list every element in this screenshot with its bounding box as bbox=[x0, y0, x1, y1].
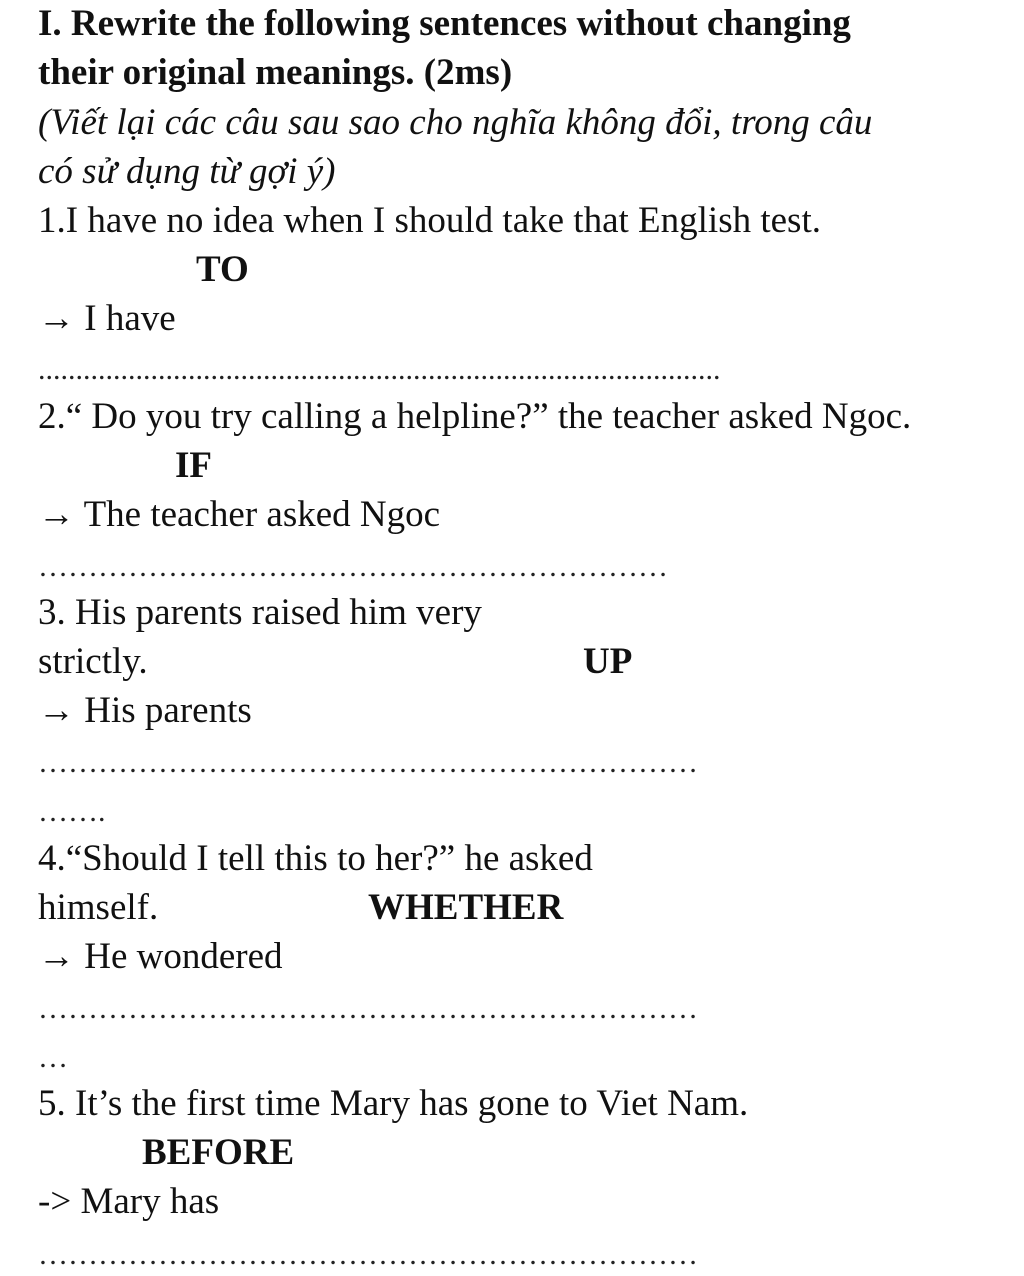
question-3-keyword: UP bbox=[583, 641, 633, 682]
question-4-answer-prompt: → He wondered bbox=[38, 936, 283, 977]
question-4-answer-line-cont[interactable]: … bbox=[38, 1043, 68, 1073]
question-1-keyword: TO bbox=[196, 249, 249, 290]
question-4-sentence-line1: 4.“Should I tell this to her?” he asked bbox=[38, 838, 593, 879]
question-5-sentence: 5. It’s the first time Mary has gone to Viet Nam. bbox=[38, 1083, 749, 1124]
question-5-keyword: BEFORE bbox=[142, 1132, 295, 1173]
question-4-keyword: WHETHER bbox=[368, 887, 564, 928]
question-2-sentence: 2.“ Do you try calling a helpline?” the teacher asked Ngoc. bbox=[38, 396, 912, 437]
question-4-sentence-line2: himself. bbox=[38, 887, 159, 928]
instruction-line2: có sử dụng từ gợi ý) bbox=[38, 151, 336, 192]
question-4-answer-line[interactable]: ………………………………………………………… bbox=[38, 994, 698, 1024]
question-2-answer-prompt: → The teacher asked Ngoc bbox=[38, 494, 441, 535]
question-2-answer-line[interactable]: ……………………………………………………… bbox=[38, 552, 668, 582]
question-1-answer-prompt: → I have bbox=[38, 298, 176, 339]
question-2-keyword: IF bbox=[175, 445, 212, 486]
question-3-answer-prompt: → His parents bbox=[38, 690, 252, 731]
question-3-answer-line-cont[interactable]: ……. bbox=[38, 797, 106, 827]
question-3-sentence-line1: 3. His parents raised him very bbox=[38, 592, 482, 633]
section-title-line1: I. Rewrite the following sentences without changing bbox=[38, 3, 851, 44]
instruction-line1: (Viết lại các câu sau sao cho nghĩa không đổi, trong câu bbox=[38, 102, 873, 143]
question-1-answer-line[interactable]: ........................................................................................... bbox=[38, 355, 721, 385]
question-3-sentence-line2: strictly. bbox=[38, 641, 148, 682]
section-title-line2: their original meanings. (2ms) bbox=[38, 52, 513, 93]
question-1-sentence: 1.I have no idea when I should take that English test. bbox=[38, 200, 821, 241]
question-5-answer-line[interactable]: ………………………………………………………… bbox=[38, 1240, 698, 1270]
question-5-answer-prompt: -> Mary has bbox=[38, 1181, 220, 1222]
question-3-answer-line[interactable]: ………………………………………………………… bbox=[38, 748, 698, 778]
